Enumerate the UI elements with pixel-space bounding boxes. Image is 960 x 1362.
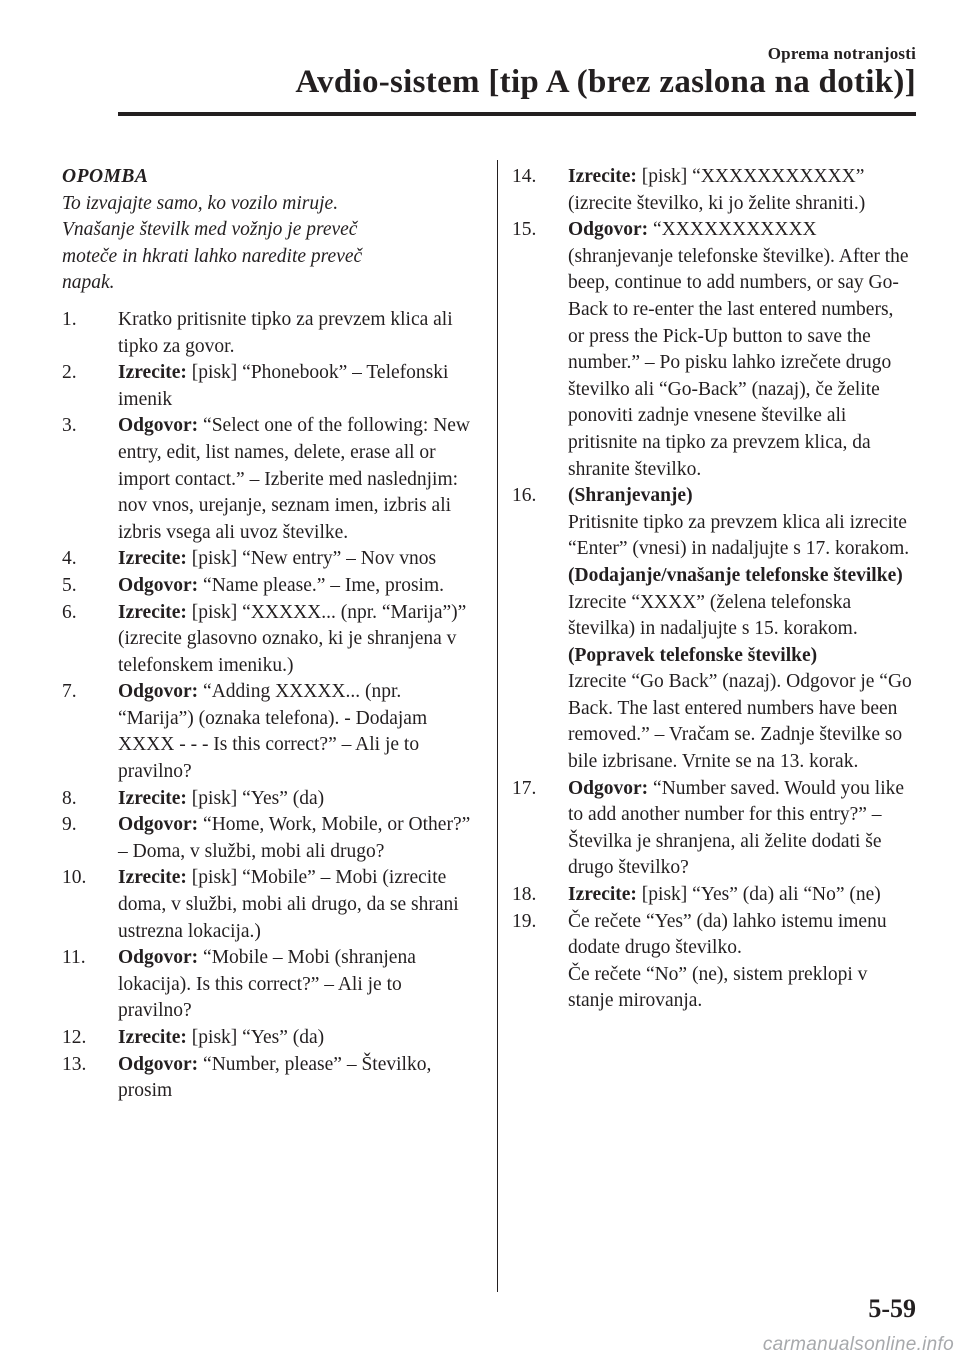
step-number: 2. xyxy=(62,362,77,384)
step-4 xyxy=(62,546,472,573)
step-keyword: Odgovor: xyxy=(118,415,199,437)
column-divider xyxy=(497,160,498,1292)
step-7 xyxy=(62,679,472,785)
step-number: 5. xyxy=(62,574,77,596)
steps-list xyxy=(62,307,472,1105)
step-number: 16. xyxy=(512,485,537,507)
watermark: carmanualsonline.info xyxy=(762,1334,954,1355)
step-13 xyxy=(62,1052,472,1105)
step-keyword: Odgovor: xyxy=(118,681,199,703)
left-column xyxy=(62,164,472,1105)
note-heading: OPOMBA xyxy=(62,166,149,187)
right-column xyxy=(512,164,914,1015)
step-11 xyxy=(62,945,472,1025)
step-keyword: Odgovor: xyxy=(118,574,199,596)
step-number: 14. xyxy=(512,166,537,187)
step-text: Če rečete “Yes” (da) lahko istemu imenu dodate drugo številko. xyxy=(568,910,887,959)
step-5 xyxy=(62,573,472,600)
step-text: “Number, please” – Številko, prosim xyxy=(118,1053,432,1102)
step-number: 19. xyxy=(512,910,537,932)
step-number: 15. xyxy=(512,219,537,241)
header-rule xyxy=(118,112,916,116)
step-number: 7. xyxy=(62,681,77,703)
step-keyword: Izrecite: xyxy=(118,601,187,623)
step-17 xyxy=(512,776,914,882)
step-text: [pisk] “Yes” (da) xyxy=(186,787,325,809)
step-keyword: Odgovor: xyxy=(118,947,199,969)
subheading-add-number: (Dodajanje/vnašanje telefonske številke) xyxy=(568,564,903,586)
step-text: [pisk] “Yes” (da) xyxy=(186,1027,325,1048)
step-14 xyxy=(512,164,914,217)
step-text: “XXXXXXXXXXX (shranjevanje telefonske številke). After the beep, continue to add numbers, or say Go-Back to re-enter the last entered numbers, or press the Pick-Up button to save the number.” – Po pisku lahko izrečete drugo številko ali “Go-Back” (nazaj), če želite ponoviti zadnje vnesene številke ali pritisnite na tipko za prevzem klica, da shranite številko. xyxy=(568,219,909,480)
subtext-save: Pritisnite tipko za prevzem klica ali izrecite “Enter” (vnesi) in nadaljujte s 17. korakom. xyxy=(568,511,910,560)
step-keyword: Izrecite: xyxy=(118,1027,187,1048)
step-3 xyxy=(62,413,472,546)
step-text: “Home, Work, Mobile, or Other?” – Doma, v službi, mobi ali drugo? xyxy=(118,814,471,862)
section-label: Oprema notranjosti xyxy=(767,44,916,63)
step-text: Kratko pritisnite tipko za prevzem klica ali tipko za govor. xyxy=(118,308,453,357)
step-number: 8. xyxy=(62,787,77,809)
step-number: 1. xyxy=(62,308,77,330)
step-number: 9. xyxy=(62,814,77,836)
step-15 xyxy=(512,217,914,483)
step-number: 12. xyxy=(62,1027,87,1048)
step-9 xyxy=(62,812,472,865)
step-keyword: Odgovor: xyxy=(118,1053,199,1075)
step-number: 13. xyxy=(62,1053,87,1075)
step-text: “Name please.” – Ime, prosim. xyxy=(198,574,444,596)
step-keyword: Izrecite: xyxy=(568,884,637,906)
step-6 xyxy=(62,600,472,680)
subtext-correct-number: Izrecite “Go Back” (nazaj). Odgovor je “Go Back. The last entered numbers have been removed.” – Vračam se. Zadnje številke so bile izbrisane. Vrnite se na 13. korak. xyxy=(568,671,912,773)
step-text: “Select one of the following: New entry, edit, list names, delete, erase all or import contact.” – Izberite med naslednjim: nov vnos, urejanje, seznam imen, izbris ali izbris vsega ali uvoz številke. xyxy=(118,415,471,543)
step-text: [pisk] “Phonebook” – Telefonski imenik xyxy=(118,362,449,410)
step-18 xyxy=(512,882,914,909)
subtext-add-number: Izrecite “XXXX” (želena telefonska številka) in nadaljujte s 15. korakom. xyxy=(568,591,858,640)
step-keyword: Izrecite: xyxy=(118,548,187,570)
step-text: [pisk] “XXXXXXXXXXX” (izrecite številko, ki jo želite shraniti.) xyxy=(568,166,866,214)
step-keyword: Izrecite: xyxy=(118,362,187,384)
step-text: “Mobile – Mobi (shranjena lokacija). Is this correct?” – Ali je to pravilno? xyxy=(118,947,416,1022)
step-text: [pisk] “Yes” (da) ali “No” (ne) xyxy=(636,884,881,906)
step-keyword: Izrecite: xyxy=(568,166,637,187)
step-2 xyxy=(62,360,472,413)
subheading-save: (Shranjevanje) xyxy=(568,485,693,507)
step-keyword: Izrecite: xyxy=(118,787,187,809)
step-keyword: Odgovor: xyxy=(568,777,649,799)
step-8 xyxy=(62,786,472,813)
step-1 xyxy=(62,307,472,360)
step-number: 11. xyxy=(62,947,86,969)
step-16 xyxy=(512,483,914,776)
step-text-2: Če rečete “No” (ne), sistem preklopi v stanje mirovanja. xyxy=(568,963,868,1012)
page-title: Avdio-sistem [tip A (brez zaslona na dotik)] xyxy=(295,64,916,100)
step-number: 4. xyxy=(62,548,77,570)
step-keyword: Izrecite: xyxy=(118,867,187,889)
step-keyword: Odgovor: xyxy=(568,219,649,241)
step-text: “Number saved. Would you like to add another number for this entry?” – Številka je shranjena, ali želite dodati še drugo številko? xyxy=(568,777,905,879)
step-text: [pisk] “New entry” – Nov vnos xyxy=(186,548,437,570)
step-keyword: Odgovor: xyxy=(118,814,199,836)
subheading-correct-number: (Popravek telefonske številke) xyxy=(568,644,818,666)
step-number: 18. xyxy=(512,884,537,906)
step-19 xyxy=(512,909,914,1015)
step-number: 17. xyxy=(512,777,537,799)
step-text: “Adding XXXXX... (npr. “Marija”) (oznaka telefona). - Dodajam XXXX - - - Is this correct?” – Ali je to pravilno? xyxy=(118,681,428,783)
step-number: 6. xyxy=(62,601,77,623)
step-text: [pisk] “Mobile” – Mobi (izrecite doma, v službi, mobi ali drugo, da se shrani ustrezna lokacija.) xyxy=(118,867,459,942)
note-text: To izvajajte samo, ko vozilo miruje. Vnašanje številk med vožnjo je preveč moteče in hkrati lahko naredite preveč napak. xyxy=(62,192,363,294)
step-number: 10. xyxy=(62,867,87,889)
step-number: 3. xyxy=(62,415,77,437)
step-text: [pisk] “XXXXX... (npr. “Marija”)” (izrecite glasovno oznako, ki je shranjena v telefonskem imeniku.) xyxy=(118,601,467,676)
step-10 xyxy=(62,865,472,945)
step-12 xyxy=(62,1025,472,1052)
page-number: 5-59 xyxy=(868,1294,916,1323)
